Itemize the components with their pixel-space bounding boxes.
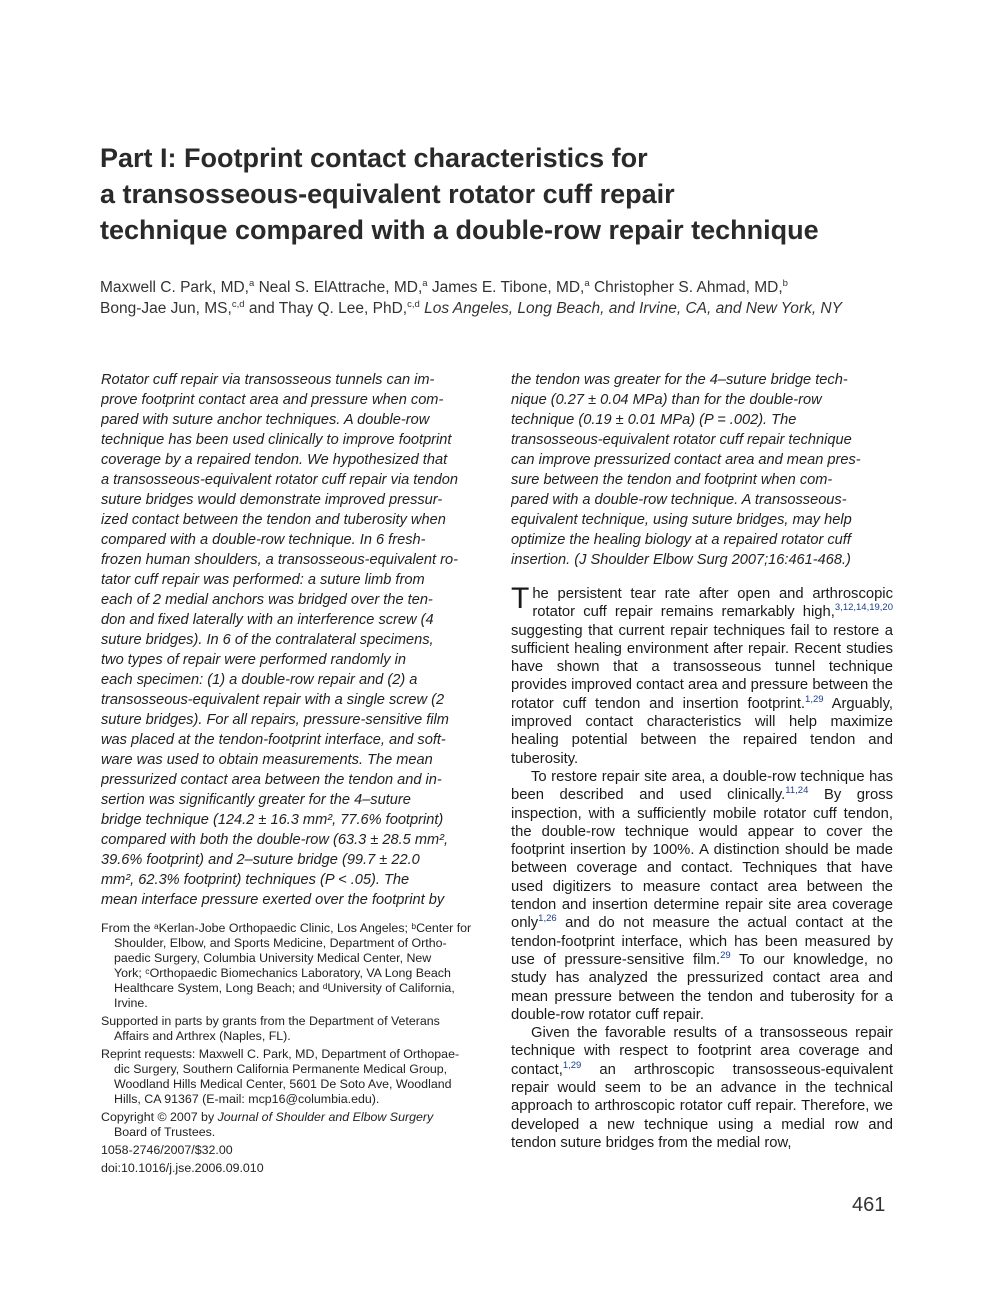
author-name: and Thay Q. Lee, PhD, bbox=[244, 300, 408, 317]
citation[interactable]: 11,24 bbox=[785, 785, 809, 797]
citation[interactable]: 1,26 bbox=[538, 913, 557, 925]
citation[interactable]: 1,29 bbox=[805, 693, 824, 705]
journal-name: Journal of Shoulder and Elbow Surgery bbox=[217, 1110, 434, 1124]
drop-cap: T bbox=[511, 582, 530, 615]
text-line: suture bridges would demonstrate improved pressur- bbox=[101, 492, 443, 508]
body-span: Arguably, improved contact characteristics will help maximize healing potential between the repaired tendon and tuberosity. bbox=[511, 695, 893, 767]
body-span: suggesting that current repair techniques fail to restore a sufficient healing environment after repair. Recent studies have shown that a transosseous tunnel technique provides improved contact area and pressure between the rotator cuff tendon and insertion footprint. bbox=[511, 622, 893, 712]
text-line: Healthcare System, Long Beach; and ᵈUniversity of California, bbox=[114, 981, 455, 995]
funding-note bbox=[101, 1014, 482, 1044]
affiliation-marker: a bbox=[422, 278, 428, 289]
text-line: dic Surgery, Southern California Permanente Medical Group, bbox=[114, 1062, 448, 1076]
text-line: nique (0.27 ± 0.04 MPa) than for the double-row bbox=[511, 392, 822, 408]
text-line: Affairs and Arthrex (Naples, FL). bbox=[114, 1029, 291, 1043]
text-line: bridge technique (124.2 ± 16.3 mm², 77.6% footprint) bbox=[101, 812, 444, 828]
text-line: compared with both the double-row (63.3 ± 28.5 mm², bbox=[101, 832, 449, 848]
text-line: sertion was significantly greater for the 4–suture bbox=[101, 792, 411, 808]
text-line: technique (0.19 ± 0.01 MPa) (P = .002). The bbox=[511, 412, 797, 428]
body-span: an arthroscopic transosseous-equivalent repair would seem to be an advance in the technical approach to arthroscopic rotator cuff repair. Therefore, we developed a new technique using a medial row and tendon suture bridges from the medial row, bbox=[511, 1061, 893, 1151]
citation[interactable]: 1,29 bbox=[562, 1059, 582, 1071]
text-line: Rotator cuff repair via transosseous tunnels can im- bbox=[101, 372, 435, 388]
text-line: Reprint requests: Maxwell C. Park, MD, Department of Orthopae- bbox=[101, 1047, 460, 1061]
citation[interactable]: 29 bbox=[720, 949, 731, 961]
text-line: sure between the tendon and footprint when com- bbox=[511, 472, 833, 488]
citation[interactable]: 3,12,14,19,20 bbox=[834, 602, 893, 614]
text-line: compared with a double-row technique. In 6 fresh- bbox=[101, 532, 426, 548]
body-span: Given the favorable results of a transosseous repair technique with respect to footprint area coverage and contact, bbox=[511, 1025, 893, 1078]
text-line: insertion. (J Shoulder Elbow Surg 2007;16:461-468.) bbox=[511, 552, 851, 568]
text-line: pared with a double-row technique. A transosseous- bbox=[511, 492, 847, 508]
text-line: From the ᵃKerlan-Jobe Orthopaedic Clinic, Los Angeles; ᵇCenter for bbox=[101, 921, 472, 935]
author-locations: Los Angeles, Long Beach, and Irvine, CA, and New York, NY bbox=[419, 300, 842, 317]
body-span: To our knowledge, no study has analyzed the pressurized contact area and mean pressure between the tendon and tuberosity for a double-row rotator cuff repair. bbox=[511, 951, 893, 1023]
text-line: Hills, CA 91367 (E-mail: mcp16@columbia.edu). bbox=[114, 1092, 380, 1106]
text-line: Supported in parts by grants from the Department of Veterans bbox=[101, 1014, 440, 1028]
text-line: pressurized contact area between the tendon and in- bbox=[101, 772, 442, 788]
body-span: By gross inspection, with a sufficiently mobile rotator cuff tendon, the double-row technique would appear to cover the footprint insertion by 100%. A distinction should be made between coverage and contact. Techniques that have used digitizers to measure contact area between the tendon and insertion determine repair site area coverage only bbox=[511, 787, 893, 932]
text-line: Shoulder, Elbow, and Sports Medicine, Department of Ortho- bbox=[114, 936, 447, 950]
text-line: frozen human shoulders, a transosseous-equivalent ro- bbox=[101, 552, 458, 568]
text-line: mean interface pressure exerted over the footprint by bbox=[101, 892, 445, 908]
body-text bbox=[511, 582, 893, 1152]
text-line: coverage by a repaired tendon. We hypothesized that bbox=[101, 452, 448, 468]
text-line: pared with suture anchor techniques. A double-row bbox=[101, 412, 430, 428]
text-line: don and fixed laterally with an interference screw (4 bbox=[101, 612, 434, 628]
text-line: tator cuff repair was performed: a suture limb from bbox=[101, 572, 425, 588]
author-line bbox=[100, 298, 900, 319]
text-line: suture bridges). In 6 of the contralateral specimens, bbox=[101, 632, 434, 648]
text-line: suture bridges). For all repairs, pressure-sensitive film bbox=[101, 712, 449, 728]
title-line: technique compared with a double-row repair technique bbox=[100, 215, 819, 245]
copyright-note bbox=[101, 1110, 482, 1140]
text-line: technique has been used clinically to improve footprint bbox=[101, 432, 452, 448]
author-name: James E. Tibone, MD, bbox=[427, 279, 585, 296]
text-line: transosseous-equivalent repair with a single screw (2 bbox=[101, 692, 445, 708]
affiliation-marker: c,d bbox=[407, 299, 420, 310]
text-line: Woodland Hills Medical Center, 5601 De Soto Ave, Woodland bbox=[114, 1077, 452, 1091]
body-paragraph bbox=[511, 582, 893, 768]
copyright-text: Copyright © 2007 by bbox=[101, 1110, 218, 1124]
author-list bbox=[100, 277, 900, 319]
footnotes bbox=[101, 921, 482, 1179]
author-name: Neal S. ElAttrache, MD, bbox=[254, 279, 423, 296]
text-line: each specimen: (1) a double-row repair and (2) a bbox=[101, 672, 418, 688]
abstract-left-column bbox=[101, 370, 482, 910]
body-paragraph bbox=[511, 1024, 893, 1152]
body-span: To restore repair site area, a double-row technique has been described and used clinically. bbox=[511, 768, 893, 804]
author-name: Christopher S. Ahmad, MD, bbox=[589, 279, 783, 296]
text-line: can improve pressurized contact area and mean pres- bbox=[511, 452, 861, 468]
text-line: the tendon was greater for the 4–suture bridge tech- bbox=[511, 372, 848, 388]
body-paragraph bbox=[511, 768, 893, 1024]
issn-note bbox=[101, 1143, 482, 1158]
text-line: equivalent technique, using suture bridges, may help bbox=[511, 512, 852, 528]
doi-note bbox=[101, 1161, 482, 1176]
affiliation-marker: a bbox=[249, 278, 255, 289]
affiliation-marker: c,d bbox=[231, 299, 245, 310]
doi-text: doi:10.1016/j.jse.2006.09.010 bbox=[101, 1161, 264, 1175]
body-span: he persistent tear rate after open and arthroscopic rotator cuff repair remains remarkably high, bbox=[532, 586, 893, 621]
text-line: two types of repair were performed randomly in bbox=[101, 652, 406, 668]
text-line: paedic Surgery, Columbia University Medical Center, New bbox=[114, 951, 432, 965]
affiliation-marker: a bbox=[584, 278, 590, 289]
affiliations-note bbox=[101, 921, 482, 1011]
text-line: Irvine. bbox=[114, 996, 148, 1010]
text-line: York; ᶜOrthopaedic Biomechanics Laboratory, VA Long Beach bbox=[114, 966, 451, 980]
copyright-text: Board of Trustees. bbox=[114, 1125, 216, 1139]
issn-text: 1058-2746/2007/$32.00 bbox=[101, 1143, 233, 1157]
title-line: a transosseous-equivalent rotator cuff repair bbox=[100, 179, 675, 209]
reprint-note bbox=[101, 1047, 482, 1107]
author-name: Bong-Jae Jun, MS, bbox=[100, 300, 232, 317]
text-line: a transosseous-equivalent rotator cuff repair via tendon bbox=[101, 472, 458, 488]
abstract-right-column bbox=[511, 370, 896, 570]
text-line: ized contact between the tendon and tuberosity when bbox=[101, 512, 446, 528]
text-line: optimize the healing biology at a repaired rotator cuff bbox=[511, 532, 851, 548]
text-line: mm², 62.3% footprint) techniques (P < .05). The bbox=[101, 872, 410, 888]
text-line: was placed at the tendon-footprint interface, and soft- bbox=[101, 732, 446, 748]
title-line: Part I: Footprint contact characteristics for bbox=[100, 143, 648, 173]
affiliation-marker: b bbox=[782, 278, 788, 289]
text-line: each of 2 medial anchors was bridged over the ten- bbox=[101, 592, 433, 608]
article-title bbox=[100, 140, 900, 248]
body-span: and do not measure the actual contact at the tendon-footprint interface, which has been measured by use of pressure-sensitive film. bbox=[511, 915, 893, 968]
author-line bbox=[100, 277, 900, 298]
text-line: ware was used to obtain measurements. The mean bbox=[101, 752, 433, 768]
page-number: 461 bbox=[852, 1194, 886, 1216]
text-line: 39.6% footprint) and 2–suture bridge (99.7 ± 22.0 bbox=[101, 852, 420, 868]
author-name: Maxwell C. Park, MD, bbox=[100, 279, 249, 296]
text-line: prove footprint contact area and pressure when com- bbox=[101, 392, 444, 408]
text-line: transosseous-equivalent rotator cuff repair technique bbox=[511, 432, 852, 448]
